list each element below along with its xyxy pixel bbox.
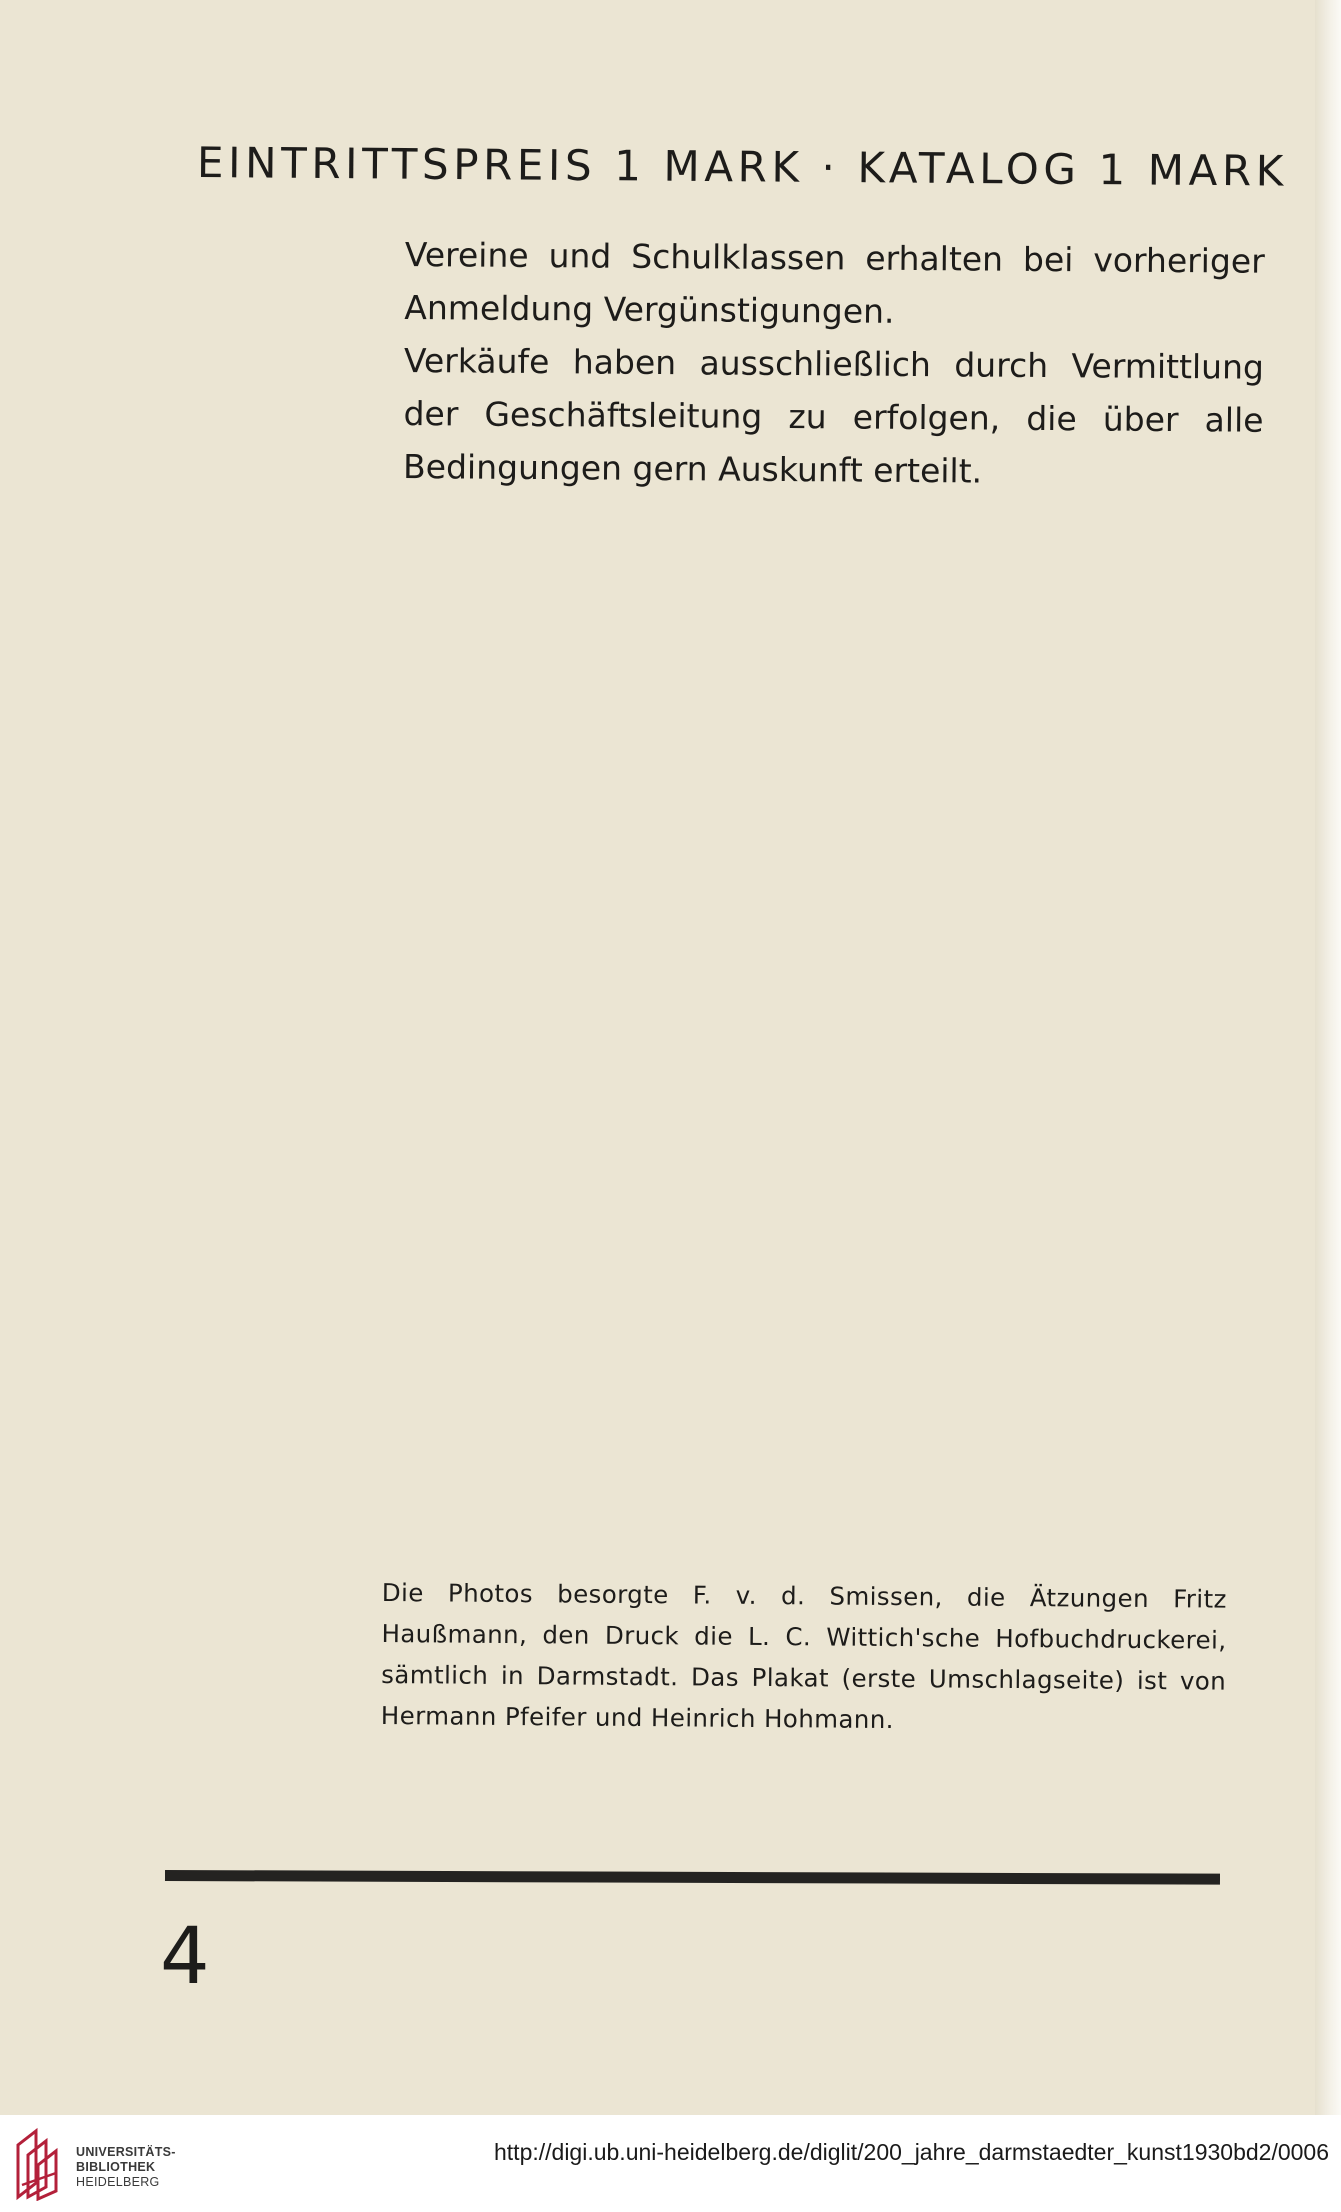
source-url-link[interactable]: http://digi.ub.uni-heidelberg.de/diglit/200_jahre_darmstaedter_kunst1930bd2/0006 xyxy=(494,2139,1329,2165)
notice-paragraph-1: Vereine und Schulklassen erhalten bei vorheriger Anmeldung Vergünstigungen. xyxy=(404,234,1265,331)
credits-text: Die Photos besorgte F. v. d. Smissen, die Ätzungen Fritz Haußmann, den Druck die L. C. Wittich'sche Hofbuchdruckerei, sämtlich in Darmstadt. Das Plakat (erste Umschlagseite) ist von Hermann Pfeifer und Heinrich Hohmann. xyxy=(380,1577,1227,1734)
notice-text xyxy=(403,228,1265,500)
page-number: 4 xyxy=(160,1912,210,2002)
notice-paragraph-2: Verkäufe haben ausschließlich durch Vermittlung der Geschäftsleitung zu erfolgen, die über alle Bedingungen gern Auskunft erteilt. xyxy=(402,340,1265,491)
library-name-line-1: UNIVERSITÄTS- xyxy=(76,2145,176,2159)
horizontal-rule xyxy=(165,1870,1220,1885)
library-name-line-2: BIBLIOTHEK xyxy=(76,2160,156,2174)
heidelberg-library-logo-icon xyxy=(14,2127,68,2201)
page-edge xyxy=(1315,0,1341,2115)
admission-heading: EINTRITTSPREIS 1 MARK · KATALOG 1 MARK xyxy=(196,138,1289,196)
library-name xyxy=(76,2145,176,2190)
library-name-line-3: HEIDELBERG xyxy=(76,2175,160,2189)
digitization-footer xyxy=(0,2115,1341,2212)
